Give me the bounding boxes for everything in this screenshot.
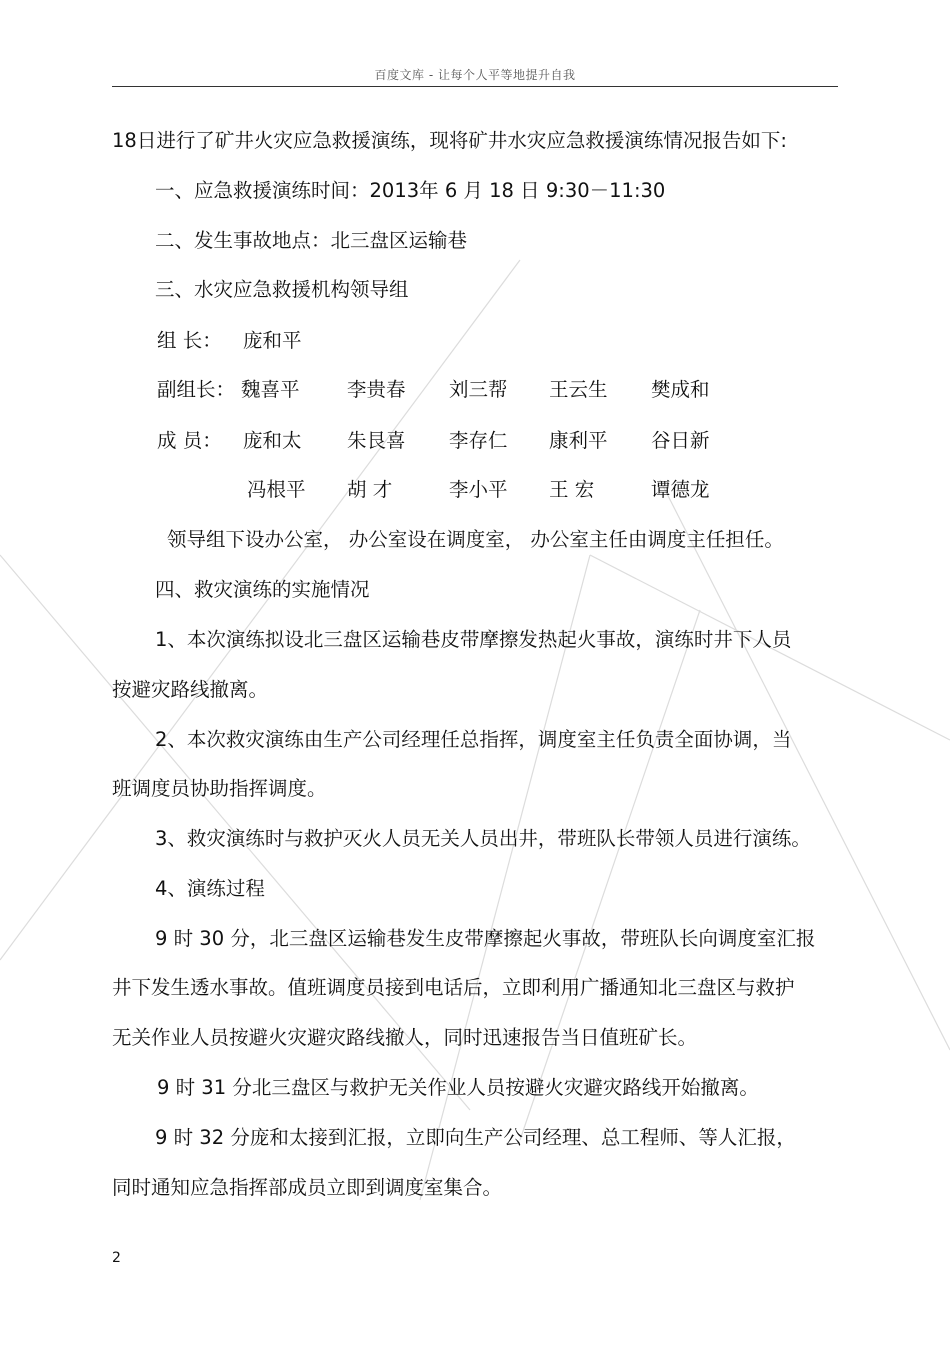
- leader-label: 组 长：: [157, 329, 222, 352]
- member-label: 成 员：: [157, 429, 222, 452]
- deputy-name: 魏喜平: [241, 378, 300, 401]
- member-name: 胡 才: [347, 478, 393, 501]
- member-name: 李小平: [449, 478, 508, 501]
- paragraph-line: 18日进行了矿井火灾应急救援演练，现将矿井水灾应急救援演练情况报告如下:: [112, 129, 787, 152]
- member-name: 冯根平: [247, 478, 306, 501]
- paragraph-line: 9 时 31 分北三盘区与救护无关作业人员按避火灾避灾路线开始撤离。: [157, 1076, 759, 1099]
- paragraph-line: 3、救灾演练时与救护灭火人员无关人员出井，带班队长带领人员进行演练。: [155, 827, 811, 850]
- page-number: 2: [112, 1250, 121, 1266]
- section-3-heading: 三、水灾应急救援机构领导组: [155, 278, 409, 301]
- member-name: 朱艮喜: [347, 429, 406, 452]
- section-4-heading: 四、救灾演练的实施情况: [155, 578, 370, 601]
- member-name: 李存仁: [449, 429, 508, 452]
- deputy-name: 王云生: [549, 378, 608, 401]
- header-divider: [112, 86, 838, 87]
- deputy-name: 樊成和: [651, 378, 710, 401]
- paragraph-line: 无关作业人员按避火灾避灾路线撤人，同时迅速报告当日值班矿长。: [112, 1026, 698, 1049]
- member-name: 王 宏: [549, 478, 595, 501]
- member-name: 谭德龙: [651, 478, 710, 501]
- paragraph-line: 9 时 30 分，北三盘区运输巷发生皮带摩擦起火事故，带班队长向调度室汇报: [155, 927, 816, 950]
- member-name: 康利平: [549, 429, 608, 452]
- deputy-name: 刘三帮: [449, 378, 508, 401]
- paragraph-line: 同时通知应急指挥部成员立即到调度室集合。: [112, 1176, 503, 1199]
- paragraph-line: 领导组下设办公室， 办公室设在调度室， 办公室主任由调度主任担任。: [167, 528, 784, 551]
- section-2-location: 二、发生事故地点：北三盘区运输巷: [155, 229, 468, 252]
- paragraph-line: 班调度员协助指挥调度。: [112, 777, 327, 800]
- leader-name: 庞和平: [243, 329, 302, 352]
- deputy-name: 李贵春: [347, 378, 406, 401]
- member-name: 谷日新: [651, 429, 710, 452]
- paragraph-line: 2、本次救灾演练由生产公司经理任总指挥，调度室主任负责全面协调，当: [155, 728, 792, 751]
- member-name: 庞和太: [243, 429, 302, 452]
- section-1-time: 一、应急救援演练时间：2013年 6 月 18 日 9:30－11:30: [155, 179, 666, 202]
- paragraph-line: 1、本次演练拟设北三盘区运输巷皮带摩擦发热起火事故，演练时井下人员: [155, 628, 792, 651]
- paragraph-line: 按避灾路线撤离。: [112, 678, 269, 701]
- paragraph-line: 9 时 32 分庞和太接到汇报，立即向生产公司经理、总工程师、等人汇报，: [155, 1126, 796, 1149]
- page-header: 百度文库 - 让每个人平等地提升自我: [374, 68, 576, 82]
- deputy-label: 副组长：: [157, 378, 236, 401]
- paragraph-line: 4、演练过程: [155, 877, 265, 900]
- paragraph-line: 井下发生透水事故。值班调度员接到电话后，立即利用广播通知北三盘区与救护: [112, 976, 795, 999]
